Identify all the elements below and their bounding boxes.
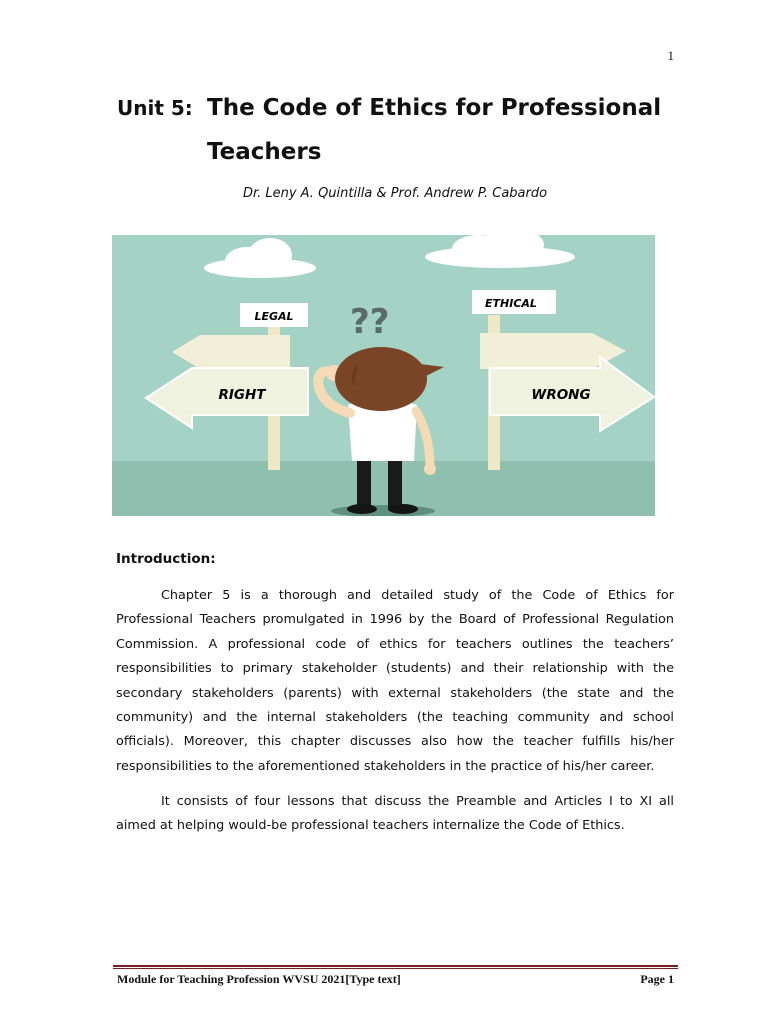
introduction-heading: Introduction: xyxy=(116,551,216,567)
title-line-2: Teachers xyxy=(207,139,322,165)
document-title xyxy=(117,86,687,174)
introduction-paragraph-1 xyxy=(116,584,674,779)
introduction-paragraph-2 xyxy=(116,790,674,839)
paragraph-1-text: Chapter 5 is a thorough and detailed study of the Code of Ethics for Professional Teachers promulgated in 1996 by the Board of Professional Regulation Commission. A professional code of ethics for teachers outlines the teachers’ responsibilities to primary stakeholder (students) and their relationship with the secondary stakeholders (parents) with external stakeholders (the state and the community) and the internal stakeholders (the teaching community and school officials). Moreover, this chapter discusses also how the teacher fulfills his/her responsibilities to the aforementioned stakeholders in the practice of his/her career. xyxy=(116,588,674,774)
authors: Dr. Leny A. Quintilla & Prof. Andrew P. Cabardo xyxy=(242,186,548,201)
legal-sign-text: LEGAL xyxy=(254,310,294,323)
footer-page-label: Page 1 xyxy=(640,972,674,986)
hair xyxy=(335,347,427,411)
page-number: 1 xyxy=(667,48,674,63)
footer-module-text: Module for Teaching Profession WVSU 2021[Type text] xyxy=(117,972,401,986)
footer-divider xyxy=(113,965,678,967)
wrong-sign-text: WRONG xyxy=(531,387,591,403)
footer-divider-thin xyxy=(113,968,678,969)
unit-label: Unit 5: xyxy=(117,96,193,120)
title-line-1: The Code of Ethics for Professional xyxy=(207,95,662,121)
right-sign-text: RIGHT xyxy=(218,387,266,403)
ethical-sign-text: ETHICAL xyxy=(485,297,537,310)
ethics-crossroads-illustration xyxy=(112,235,655,516)
paragraph-2-text: It consists of four lessons that discuss the Preamble and Articles I to XI all aimed at helping would-be professional teachers internalize the Code of Ethics. xyxy=(116,794,674,834)
question-marks: ?? xyxy=(350,302,390,342)
